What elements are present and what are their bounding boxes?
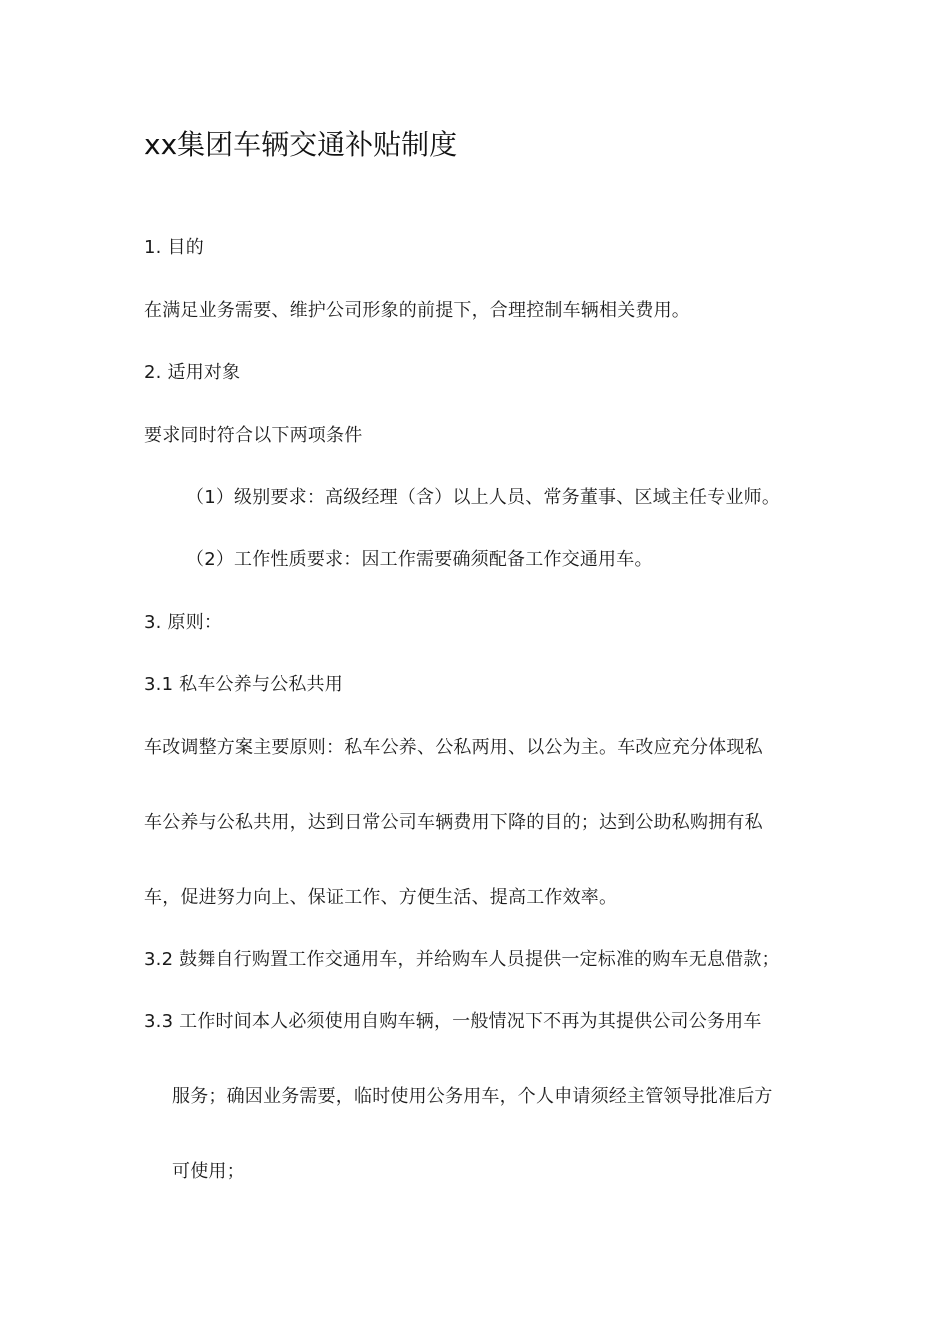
paragraph-3-2: 3.2 鼓舞自行购置工作交通用车，并给购车人员提供一定标准的购车无息借款； (144, 949, 780, 970)
section-heading-purpose: 1. 目的 (144, 237, 204, 258)
condition-item-level: （1）级别要求：高级经理（含）以上人员、常务董事、区域主任专业师。 (186, 487, 781, 508)
section-heading-scope: 2. 适用对象 (144, 362, 241, 383)
paragraph-3-1-line-3: 车，促进努力向上、保证工作、方便生活、提高工作效率。 (144, 887, 618, 908)
paragraph-purpose: 在满足业务需要、维护公司形象的前提下，合理控制车辆相关费用。 (144, 300, 690, 321)
paragraph-3-1-line-2: 车公养与公私共用，达到日常公司车辆费用下降的目的；达到公助私购拥有私 (144, 812, 763, 833)
subsection-heading-3-1: 3.1 私车公养与公私共用 (144, 674, 343, 695)
document-title: xx集团车辆交通补贴制度 (144, 128, 458, 161)
paragraph-3-3-line-3: 可使用； (172, 1161, 245, 1182)
paragraph-3-3-line-1: 3.3 工作时间本人必须使用自购车辆，一般情况下不再为其提供公司公务用车 (144, 1011, 762, 1032)
section-heading-principles: 3. 原则： (144, 612, 223, 633)
paragraph-3-1-line-1: 车改调整方案主要原则：私车公养、公私两用、以公为主。车改应充分体现私 (144, 737, 763, 758)
paragraph-conditions: 要求同时符合以下两项条件 (144, 425, 363, 446)
condition-item-nature: （2）工作性质要求：因工作需要确须配备工作交通用车。 (186, 549, 653, 570)
paragraph-3-3-line-2: 服务；确因业务需要，临时使用公务用车，个人申请须经主管领导批准后方 (172, 1086, 773, 1107)
